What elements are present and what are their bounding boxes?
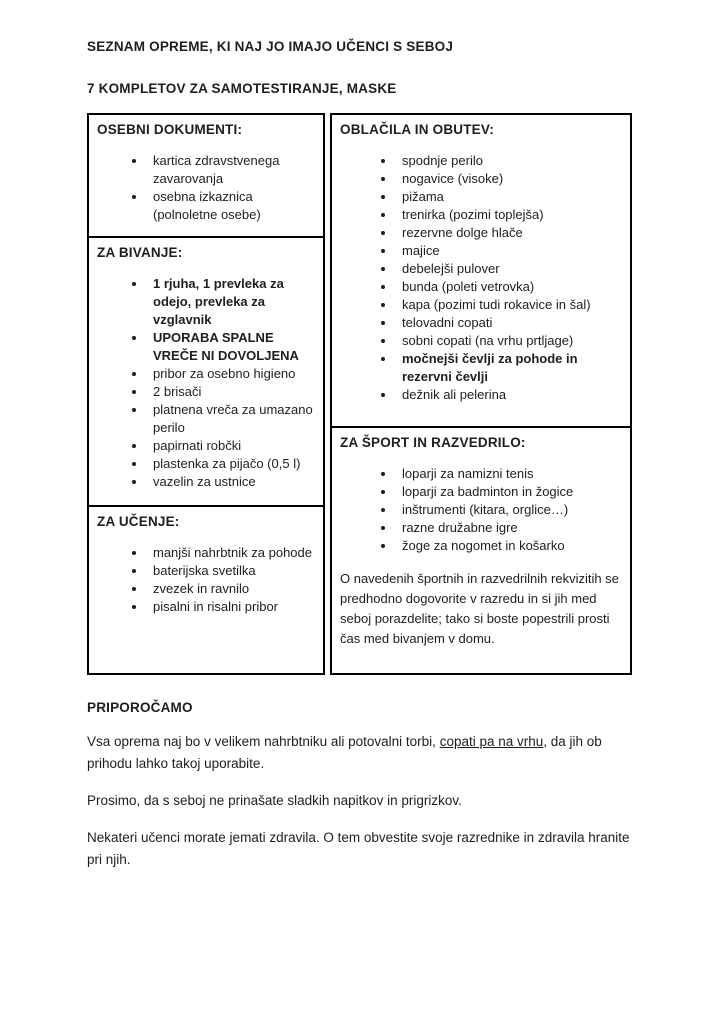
sport-equipment-note: O navedenih športnih in razvedrilnih rekvizitih se predhodno dogovorite v razredu in si jih med seboj porazdelite; tako si boste popestrili prosti čas med bivanjem v domu. <box>340 571 619 646</box>
list-item: • žoge za nogomet in košarko <box>396 537 622 555</box>
list-item: • kartica zdravstvenega zavarovanja <box>147 152 315 188</box>
list-item: • rezervne dolge hlače <box>396 224 622 242</box>
list-item: • spodnje perilo <box>396 152 622 170</box>
section-header: ZA BIVANJE: <box>97 245 183 260</box>
list-item: • majice <box>396 242 622 260</box>
section-lodging <box>87 236 325 507</box>
section-header: ZA UČENJE: <box>97 514 180 529</box>
paragraph-drinks: Prosimo, da s seboj ne prinašate sladkih napitkov in prigrizkov. <box>87 793 462 808</box>
paragraph-luggage <box>87 731 639 775</box>
list-item: • trenirka (pozimi toplejša) <box>396 206 622 224</box>
list-item: • 2 brisači <box>147 383 315 401</box>
list-item: • loparji za namizni tenis <box>396 465 622 483</box>
list-item: • bunda (poleti vetrovka) <box>396 278 622 296</box>
section-header: OSEBNI DOKUMENTI: <box>97 122 243 137</box>
list-item: • 1 rjuha, 1 prevleka za odejo, prevleka za vzglavnik <box>147 275 315 329</box>
section-header: OBLAČILA IN OBUTEV: <box>340 122 495 137</box>
item-list <box>340 152 622 404</box>
list-item: • dežnik ali pelerina <box>396 386 622 404</box>
section-sport-entertainment <box>330 426 632 675</box>
list-item: • zvezek in ravnilo <box>147 580 315 598</box>
table-column-left <box>87 113 325 675</box>
recommendations-heading: PRIPOROČAMO <box>87 700 193 715</box>
recommendations-section <box>87 699 639 871</box>
luggage-text-after: , da jih ob prihodu lahko takoj uporabite. <box>87 734 602 771</box>
section-personal-documents <box>87 113 325 238</box>
item-list <box>340 465 622 555</box>
list-item: • manjši nahrbtnik za pohode <box>147 544 315 562</box>
list-item: • papirnati robčki <box>147 437 315 455</box>
list-item: • loparji za badminton in žogice <box>396 483 622 501</box>
list-item: • telovadni copati <box>396 314 622 332</box>
item-list <box>97 275 315 491</box>
list-item: • pižama <box>396 188 622 206</box>
section-learning <box>87 505 325 675</box>
list-item: • plastenka za pijačo (0,5 l) <box>147 455 315 473</box>
equipment-table <box>87 113 637 675</box>
doc-title: SEZNAM OPREME, KI NAJ JO IMAJO UČENCI S SEBOJ <box>87 39 454 54</box>
luggage-underlined-phrase: copati pa na vrhu <box>439 734 544 749</box>
list-item: • kapa (pozimi tudi rokavice in šal) <box>396 296 622 314</box>
list-item: • debelejši pulover <box>396 260 622 278</box>
luggage-text-before: Vsa oprema naj bo v velikem nahrbtniku ali potovalni torbi, <box>87 734 440 749</box>
list-item: • inštrumenti (kitara, orglice…) <box>396 501 622 519</box>
item-list <box>97 152 315 224</box>
list-item: • razne družabne igre <box>396 519 622 537</box>
section-clothing-footwear <box>330 113 632 428</box>
list-item: • močnejši čevlji za pohode in rezervni čevlji <box>396 350 622 386</box>
section-header: ZA ŠPORT IN RAZVEDRILO: <box>340 435 526 450</box>
list-item: • sobni copati (na vrhu prtljage) <box>396 332 622 350</box>
list-item: • platnena vreča za umazano perilo <box>147 401 315 437</box>
list-item: • osebna izkaznica (polnoletne osebe) <box>147 188 315 224</box>
list-item: • UPORABA SPALNE VREČE NI DOVOLJENA <box>147 329 315 365</box>
list-item: • pribor za osebno higieno <box>147 365 315 383</box>
list-item: • baterijska svetilka <box>147 562 315 580</box>
paragraph-medicine: Nekateri učenci morate jemati zdravila. O tem obvestite svoje razrednike in zdravila hranite pri njih. <box>87 830 630 867</box>
item-list <box>97 544 315 616</box>
table-column-right <box>330 113 632 675</box>
list-item: • nogavice (visoke) <box>396 170 622 188</box>
doc-subtitle: 7 KOMPLETOV ZA SAMOTESTIRANJE, MASKE <box>87 81 397 96</box>
list-item: • vazelin za ustnice <box>147 473 315 491</box>
list-item: • pisalni in risalni pribor <box>147 598 315 616</box>
